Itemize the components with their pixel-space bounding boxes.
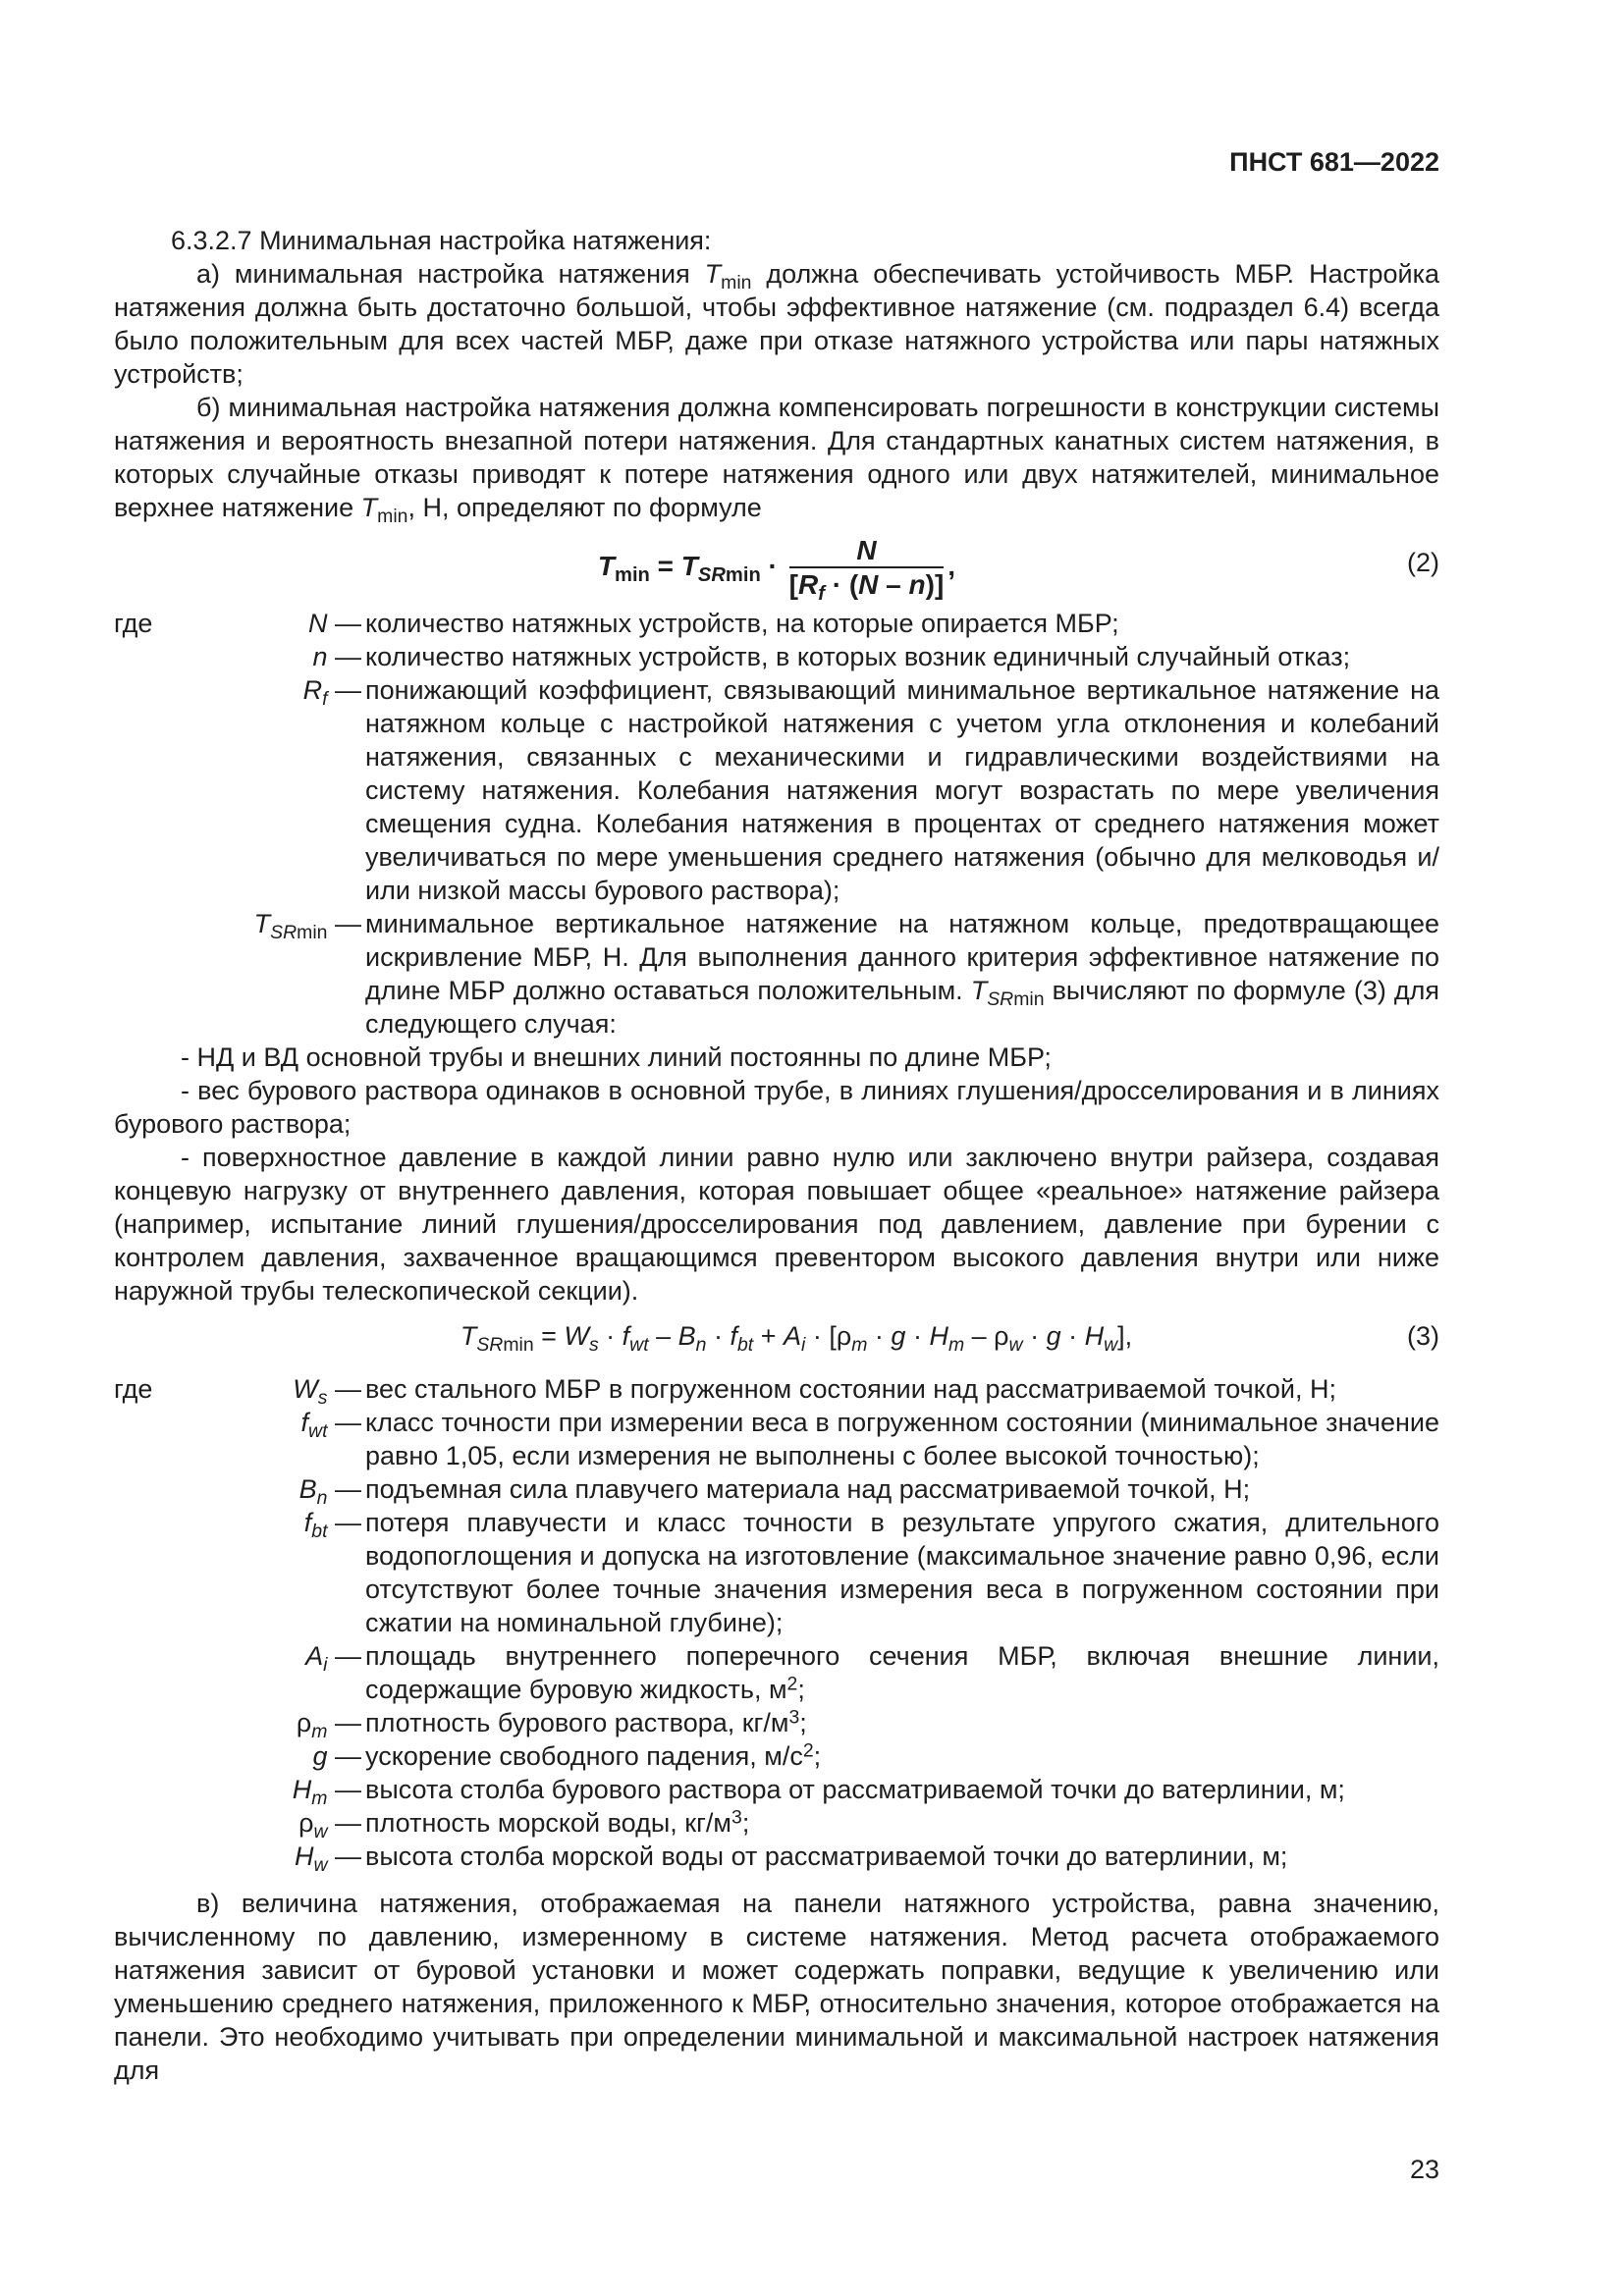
formula-2-number: (2) — [1407, 548, 1439, 577]
definition-Bn: $B_n$ — подъемная сила плавучего материала над рассматриваемой точкой, Н; — [298, 1474, 1251, 1509]
paragraph-a: а) минимальная настройка натяжения $T_{min}$ должна обеспечивать устойчивость МБР. Настройка натяжения должна быть достаточно большой, чтобы эффективное натяжение (см. подраздел 6.4) всегда было положительным для всех частей МБР, даже при отказе натяжного устройства или пары натяжных устройств; — [114, 259, 1439, 389]
formula-2-fraction — [788, 535, 945, 606]
definition-Hw: $H_w$ — высота столба морской воды от рассматриваемой точки до ватерлинии, м; — [294, 1842, 1288, 1876]
definition-Hm: $H_m$ — высота столба бурового раствора от рассматриваемой точки до ватерлинии, м; — [292, 1775, 1345, 1809]
definition-N: где N — количество натяжных устройств, на которые опирается МБР; — [114, 609, 1119, 638]
formula-2-expression: $T_{min} = T_{SRmin}$ · $\frac{N}{[R_f \cdot (N - n)]}$ , — [597, 535, 956, 606]
document-page — [114, 0, 1439, 2296]
definition-Ai: $A_i$ — площадь внутреннего поперечного сечения МБР, включая внешние линии, содержащие буровую жидкость, $м^2$; — [305, 1641, 1439, 1704]
page-number: 23 — [1409, 2155, 1439, 2184]
bullet-1: - НД и ВД основной трубы и внешних линий постоянны по длине МБР; — [181, 1042, 1052, 1072]
fraction-numerator: N — [789, 536, 945, 568]
definition-n: n — количество натяжных устройств, в которых возник единичный случайный отказ; — [312, 642, 1351, 671]
definition-Ws: где $W_s$ — вес стального МБР в погруженном состоянии над рассматриваемой точкой, Н; — [114, 1374, 1336, 1409]
section-heading: 6.3.2.7 Минимальная настройка натяжения: — [171, 226, 712, 255]
definition-rho-w: $\rho_w$ — плотность морской воды, $кг/м^3$; — [298, 1806, 750, 1842]
paragraph-v: в) величина натяжения, отображаемая на панели натяжного устройства, равна значению, вычисленному по давлению, измеренному в системе натяжения. Метод расчета отображаемого натяжения зависит от буровой установки и может содержать поправки, ведущие к увеличению или уменьшению среднего натяжения, приложенного к МБР, относительно значения, которое отображается на панели. Это необходимо учитывать при определении минимальной и максимальной настроек натяжения для — [114, 1889, 1439, 2085]
formula-3-number: (3) — [1407, 1321, 1439, 1351]
definition-TSRmin: $T_{SRmin}$ — минимальное вертикальное натяжение на натяжном кольце, предотвращающее искривление МБР, Н. Для выполнения данного критерия эффективное натяжение по длине МБР должно оставаться положительным. $T_{SRmin}$ вычисляют по формуле (3) для следующего случая: — [253, 909, 1439, 1039]
formula-2 — [114, 524, 1439, 607]
definition-rho-m: $\rho_m$ — плотность бурового раствора, $кг/м^3$; — [296, 1706, 807, 1742]
formula-3-expression: $T_{SRmin} = W_s \cdot f_{wt} - B_n \cdot f_{bt} + A_i \cdot [\rho_m \cdot g \cdot H_m - \rho_w \cdot g \cdot H_w]$, — [460, 1321, 1133, 1356]
bullet-2: - вес бурового раствора одинаков в основной трубе, в линиях глушения/дросселирования и в линиях бурового раствора; — [114, 1076, 1439, 1139]
page-content — [114, 224, 1439, 2087]
formula-3 — [114, 1308, 1439, 1372]
document-number-header: ПНСТ 681—2022 — [1229, 147, 1439, 177]
fraction-denominator: $[R_f \cdot (N - n)]$ — [788, 569, 945, 606]
definition-fbt: $f_{bt}$ — потеря плавучести и класс точности в результате упругого сжатия, длительного водопоглощения и допуска на изготовление (максимальное значение равно 0,96, если отсутствуют более точные значения измерения веса в погруженном состоянии при сжатии на номинальной глубине); — [303, 1508, 1439, 1637]
definition-Rf: $R_f$ — понижающий коэффициент, связывающий минимальное вертикальное натяжение на натяжном кольце с настройкой натяжения с учетом угла отклонения и колебаний натяжения, связанных с механическими и гидравлическими воздействиями на систему натяжения. Колебания натяжения могут возрастать по мере увеличения смещения судна. Колебания натяжения в процентах от среднего натяжения может увеличиваться по мере уменьшения среднего натяжения (обычно для мелководья и/или низкой массы бурового раствора); — [302, 675, 1439, 905]
formula-3-definitions — [114, 1372, 1439, 1876]
bullet-3: - поверхностное давление в каждой линии равно нулю или заключено внутри райзера, создавая концевую нагрузку от внутреннего давления, которая повышает общее «реальное» натяжение райзера (например, испытание линий глушения/дросселирования под давлением, давление при бурении с контролем давления, захваченное вращающимся превентором высокого давления внутри или ниже наружной трубы телескопической секции). — [114, 1143, 1439, 1306]
formula-2-definitions — [114, 607, 1439, 1041]
paragraph-b: б) минимальная настройка натяжения должна компенсировать погрешности в конструкции системы натяжения и вероятность внезапной потери натяжения. Для стандартных канатных систем натяжения, в которых случайные отказы приводят к потере натяжения одного или двух натяжителей, минимальное верхнее натяжение $T_{min}$, Н, определяют по формуле — [114, 393, 1439, 527]
definition-g: g — ускорение свободного падения, $м/с^2$; — [312, 1739, 822, 1771]
definition-fwt: $f_{wt}$ — класс точности при измерении веса в погруженном состоянии (минимальное значение равно 1,05, если измерения не выполнены с более высокой точностью); — [300, 1408, 1439, 1470]
